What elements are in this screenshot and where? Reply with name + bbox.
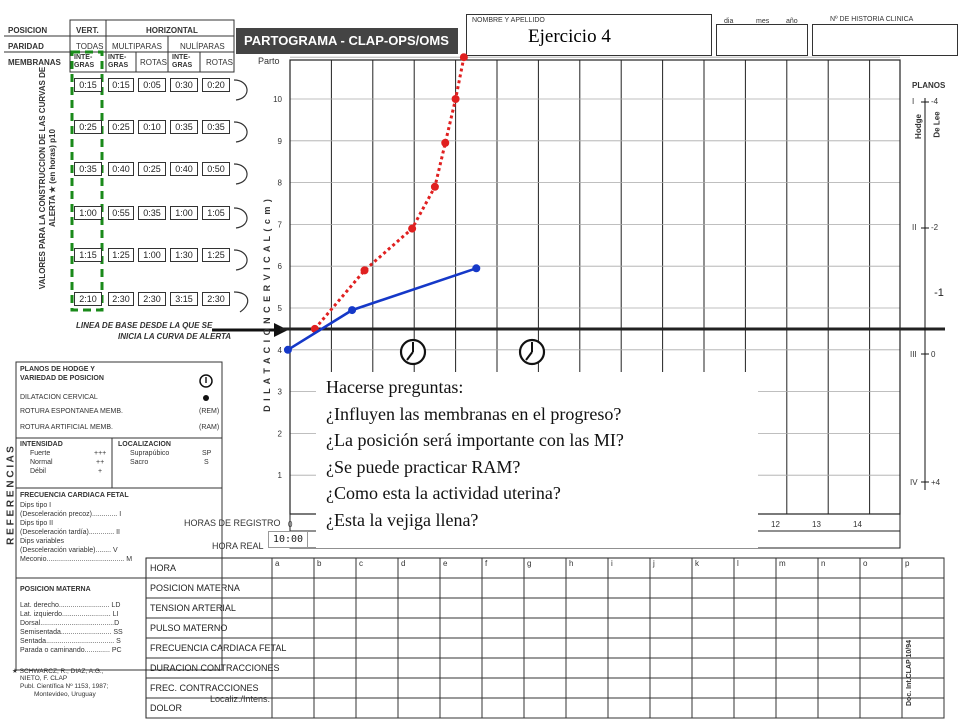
callout-line: ¿Se puede practicar RAM? bbox=[326, 456, 521, 477]
alert-value: 2:10 bbox=[74, 292, 102, 306]
bottom-col-label: d bbox=[401, 559, 406, 568]
ref-pos-line: Dorsal......................................D bbox=[20, 620, 120, 627]
alert-value: 0:35 bbox=[170, 120, 198, 134]
bottom-col-label: k bbox=[695, 559, 699, 568]
membranas-label: MEMBRANAS bbox=[8, 58, 61, 67]
doc-code: Doc. Int.CLAP 10/94 bbox=[906, 639, 913, 706]
alert-value: 0:15 bbox=[74, 78, 102, 92]
ref-pos-line: Parada o caminando............. PC bbox=[20, 647, 122, 654]
dilatacion-axis-label: D I L A T A C I O N C E R V I C A L ( c m ) bbox=[262, 198, 272, 412]
dilation-curve bbox=[288, 268, 476, 350]
alert-value: 0:40 bbox=[170, 162, 198, 176]
plano-roman: IV bbox=[910, 478, 918, 487]
alert-value: 0:25 bbox=[74, 120, 102, 134]
y-tick-label: 6 bbox=[277, 262, 282, 272]
paridad-label: PARIDAD bbox=[8, 42, 44, 51]
horizontal-label: HORIZONTAL bbox=[146, 26, 198, 35]
multiparas-label: MULTIPARAS bbox=[112, 42, 162, 51]
dolor-extra-label: Localiz./Intens. bbox=[210, 694, 271, 704]
mes-label: mes bbox=[756, 18, 770, 25]
rotas-label-2: ROTAS bbox=[206, 58, 233, 67]
citation-line: Publ. Científica Nº 1153, 1987; bbox=[20, 683, 109, 690]
bottom-col-label: n bbox=[821, 559, 826, 568]
citation-line: NIETO, F. CLAP bbox=[20, 675, 68, 682]
todas-label: TODAS bbox=[76, 42, 104, 51]
hora-real-label: HORA REAL bbox=[212, 541, 264, 551]
integras-label: INTE- GRAS bbox=[74, 54, 95, 69]
ref-debil-code: + bbox=[98, 468, 103, 475]
bottom-col-label: f bbox=[485, 559, 488, 568]
alert-value: 2:30 bbox=[202, 292, 230, 306]
ref-intensidad: INTENSIDAD bbox=[20, 441, 63, 448]
ref-fuerte-code: +++ bbox=[94, 450, 107, 457]
alert-value: 1:15 bbox=[74, 248, 102, 262]
bottom-row-label: TENSION ARTERIAL bbox=[150, 603, 236, 613]
bottom-col-label: i bbox=[611, 559, 613, 568]
bottom-row-label: PULSO MATERNO bbox=[150, 623, 228, 633]
y-tick-label: 4 bbox=[277, 345, 282, 355]
hora-real-input[interactable]: 10:00 bbox=[268, 531, 308, 548]
alert-point bbox=[408, 225, 416, 233]
alert-value: 0:55 bbox=[108, 206, 134, 220]
ref-rem-code: (REM) bbox=[199, 408, 220, 415]
alert-value: 0:40 bbox=[108, 162, 134, 176]
alert-point bbox=[460, 53, 468, 61]
bottom-col-label: g bbox=[527, 559, 532, 568]
ref-planos-1: PLANOS DE HODGE Y bbox=[20, 366, 95, 373]
bottom-row-label: FRECUENCIA CARDIACA FETAL bbox=[150, 643, 287, 653]
ref-fcf-line: (Desceleración tardía)............. II bbox=[20, 529, 120, 536]
plano-roman: I bbox=[912, 97, 915, 106]
dilation-point bbox=[472, 264, 480, 272]
hodge-label: Hodge bbox=[913, 114, 923, 139]
alert-value: 1:00 bbox=[74, 206, 102, 220]
alert-value: 0:25 bbox=[108, 120, 134, 134]
y-tick-label: 9 bbox=[277, 136, 282, 146]
alert-value: 1:25 bbox=[108, 248, 134, 262]
callout-line: ¿La posición será importante con las MI? bbox=[326, 430, 624, 450]
alert-value: 0:10 bbox=[138, 120, 166, 134]
ref-rem: ROTURA ESPONTANEA MEMB. bbox=[20, 408, 123, 415]
y-tick-label: 7 bbox=[277, 220, 282, 230]
nombre-label: NOMBRE Y APELLIDO bbox=[472, 17, 545, 24]
alert-value: 0:35 bbox=[138, 206, 166, 220]
ref-suprapubico: Suprapúbico bbox=[130, 450, 170, 457]
ref-fcf-line: Dips variables bbox=[20, 538, 64, 545]
ref-sp: SP bbox=[202, 450, 212, 457]
bottom-row-label: DOLOR bbox=[150, 703, 183, 713]
alert-value: 1:05 bbox=[202, 206, 230, 220]
hour-tick: 13 bbox=[812, 520, 821, 529]
hour-tick: 0 bbox=[288, 520, 293, 529]
ref-normal-code: ++ bbox=[96, 459, 105, 466]
ref-fcf-title: FRECUENCIA CARDIACA FETAL bbox=[20, 492, 129, 499]
nuliparas-label: NULÍPARAS bbox=[180, 42, 225, 51]
ref-pos-line: Sentada................................... S bbox=[20, 638, 121, 645]
ref-pos-title: POSICION MATERNA bbox=[20, 586, 91, 593]
callout-line: ¿Esta la vejiga llena? bbox=[326, 509, 479, 530]
bottom-col-label: l bbox=[737, 559, 739, 568]
form-title: PARTOGRAMA - CLAP-OPS/OMS bbox=[236, 28, 458, 54]
bottom-row-label: HORA bbox=[150, 563, 177, 573]
ref-fcf-line: (Desceleración variable)........ V bbox=[20, 547, 118, 554]
y-tick-label: 3 bbox=[277, 387, 282, 397]
ref-normal: Normal bbox=[30, 459, 53, 466]
bottom-col-label: o bbox=[863, 559, 868, 568]
dilation-point bbox=[284, 346, 292, 354]
alert-value: 2:30 bbox=[138, 292, 166, 306]
posicion-label: POSICION bbox=[8, 26, 48, 35]
ref-dilatacion: DILATACION CERVICAL bbox=[20, 394, 98, 401]
alert-value: 0:35 bbox=[74, 162, 102, 176]
bottom-col-label: h bbox=[569, 559, 574, 568]
parto-label: Parto bbox=[258, 56, 280, 66]
ref-planos-2: VARIEDAD DE POSICION bbox=[20, 375, 104, 382]
plano-value: +4 bbox=[931, 478, 941, 487]
y-tick-label: 5 bbox=[277, 304, 282, 313]
ref-sacro: Sacro bbox=[130, 459, 149, 466]
y-tick-label: 10 bbox=[273, 95, 282, 104]
anio-label: año bbox=[786, 18, 798, 25]
ref-localizacion: LOCALIZACION bbox=[118, 441, 171, 448]
bottom-row-label: POSICION MATERNA bbox=[150, 583, 240, 593]
plano-roman: III bbox=[910, 350, 917, 359]
alert-value: 0:05 bbox=[138, 78, 166, 92]
vert-label: VERT. bbox=[76, 26, 99, 35]
y-tick-label: 2 bbox=[277, 429, 282, 439]
clock-icon bbox=[518, 338, 546, 366]
citation-line: ★ SCHWARCZ, R.; DIAZ, A.G.; bbox=[12, 668, 104, 675]
bottom-col-label: e bbox=[443, 559, 448, 568]
planos-title: PLANOS bbox=[912, 81, 946, 90]
dia-label: dia bbox=[724, 18, 734, 25]
hour-tick: 14 bbox=[853, 520, 862, 529]
alert-value: 1:00 bbox=[170, 206, 198, 220]
alert-value: 1:00 bbox=[138, 248, 166, 262]
bottom-col-label: m bbox=[779, 559, 786, 568]
y-tick-label: 8 bbox=[277, 178, 282, 188]
alert-point bbox=[441, 139, 449, 147]
callout-line: Hacerse preguntas: bbox=[326, 377, 464, 397]
alert-value: 0:15 bbox=[108, 78, 134, 92]
baseline-label-2: INICIA LA CURVA DE ALERTA bbox=[118, 332, 232, 341]
ref-ram-code: (RAM) bbox=[199, 424, 220, 431]
plano-overlay-value: -1 bbox=[928, 285, 950, 301]
bottom-col-label: p bbox=[905, 559, 910, 568]
ref-debil: Débil bbox=[30, 468, 46, 475]
ref-fcf-line: Dips tipo II bbox=[20, 520, 54, 527]
ref-pos-line: Lat. derecho.......................... LD bbox=[20, 602, 121, 609]
alert-value: 0:50 bbox=[202, 162, 230, 176]
bottom-col-label: j bbox=[653, 559, 655, 568]
alert-value: 3:15 bbox=[170, 292, 198, 306]
alert-point bbox=[361, 266, 369, 274]
dilation-point bbox=[348, 306, 356, 314]
horas-registro-label: HORAS DE REGISTRO bbox=[184, 518, 281, 528]
delee-label: De Lee bbox=[932, 111, 942, 138]
ref-fuerte: Fuerte bbox=[30, 450, 51, 457]
exercise-title: Ejercicio 4 bbox=[528, 26, 611, 47]
alert-value: 1:25 bbox=[202, 248, 230, 262]
alert-value: 0:20 bbox=[202, 78, 230, 92]
callout-line: ¿Como esta la actividad uterina? bbox=[326, 483, 561, 503]
plano-value: -2 bbox=[931, 223, 939, 232]
citation-line: Montevideo, Uruguay bbox=[34, 691, 96, 698]
alert-value: 0:25 bbox=[138, 162, 166, 176]
alert-curve-caption: VALORES PARA LA CONSTRUCCION DE LAS CURVAS DE ALERTA ★ (en horas) p10 bbox=[38, 66, 57, 290]
callout-line: ¿Influyen las membranas en el progreso? bbox=[326, 403, 622, 424]
bottom-row-label: FREC. CONTRACCIONES bbox=[150, 683, 259, 693]
bottom-row-label: DURACION CONTRACCIONES bbox=[150, 663, 280, 673]
ref-fcf-line: Meconio........................................ M bbox=[20, 556, 133, 563]
clock-icon bbox=[399, 338, 427, 366]
ref-fcf-line: (Desceleración precoz)............. I bbox=[20, 511, 122, 518]
referencias-title: R E F E R E N C I A S bbox=[5, 446, 17, 545]
alert-point bbox=[452, 95, 460, 103]
alert-curve bbox=[315, 57, 464, 329]
bottom-col-label: c bbox=[359, 559, 363, 568]
alert-point bbox=[431, 183, 439, 191]
plano-value: -4 bbox=[931, 97, 939, 106]
plano-roman: II bbox=[912, 223, 917, 232]
ref-fcf-line: Dips tipo I bbox=[20, 502, 52, 509]
alert-value: 0:30 bbox=[170, 78, 198, 92]
ref-ram: ROTURA ARTIFICIAL MEMB. bbox=[20, 424, 113, 431]
alert-value: 1:30 bbox=[170, 248, 198, 262]
alert-value: 0:35 bbox=[202, 120, 230, 134]
alert-value: 2:30 bbox=[108, 292, 134, 306]
ref-s: S bbox=[204, 459, 209, 466]
baseline-label-1: LINEA DE BASE DESDE LA QUE SE bbox=[76, 321, 213, 330]
integras-label-3: INTE- GRAS bbox=[172, 54, 193, 69]
ref-pos-line: Lat. izquierdo......................... LI bbox=[20, 611, 119, 618]
y-tick-label: 1 bbox=[277, 471, 282, 481]
bottom-col-label: a bbox=[275, 559, 280, 568]
bottom-grid bbox=[0, 550, 960, 720]
rotas-label: ROTAS bbox=[140, 58, 167, 67]
hour-tick: 12 bbox=[771, 520, 780, 529]
questions-callout bbox=[316, 372, 758, 548]
bottom-col-label: b bbox=[317, 559, 322, 568]
plano-value: 0 bbox=[931, 350, 936, 359]
integras-label-2: INTE- GRAS bbox=[108, 54, 129, 69]
historia-label: Nº DE HISTORIA CLINICA bbox=[830, 16, 914, 23]
ref-pos-line: Semisentada.......................... SS bbox=[20, 629, 123, 636]
